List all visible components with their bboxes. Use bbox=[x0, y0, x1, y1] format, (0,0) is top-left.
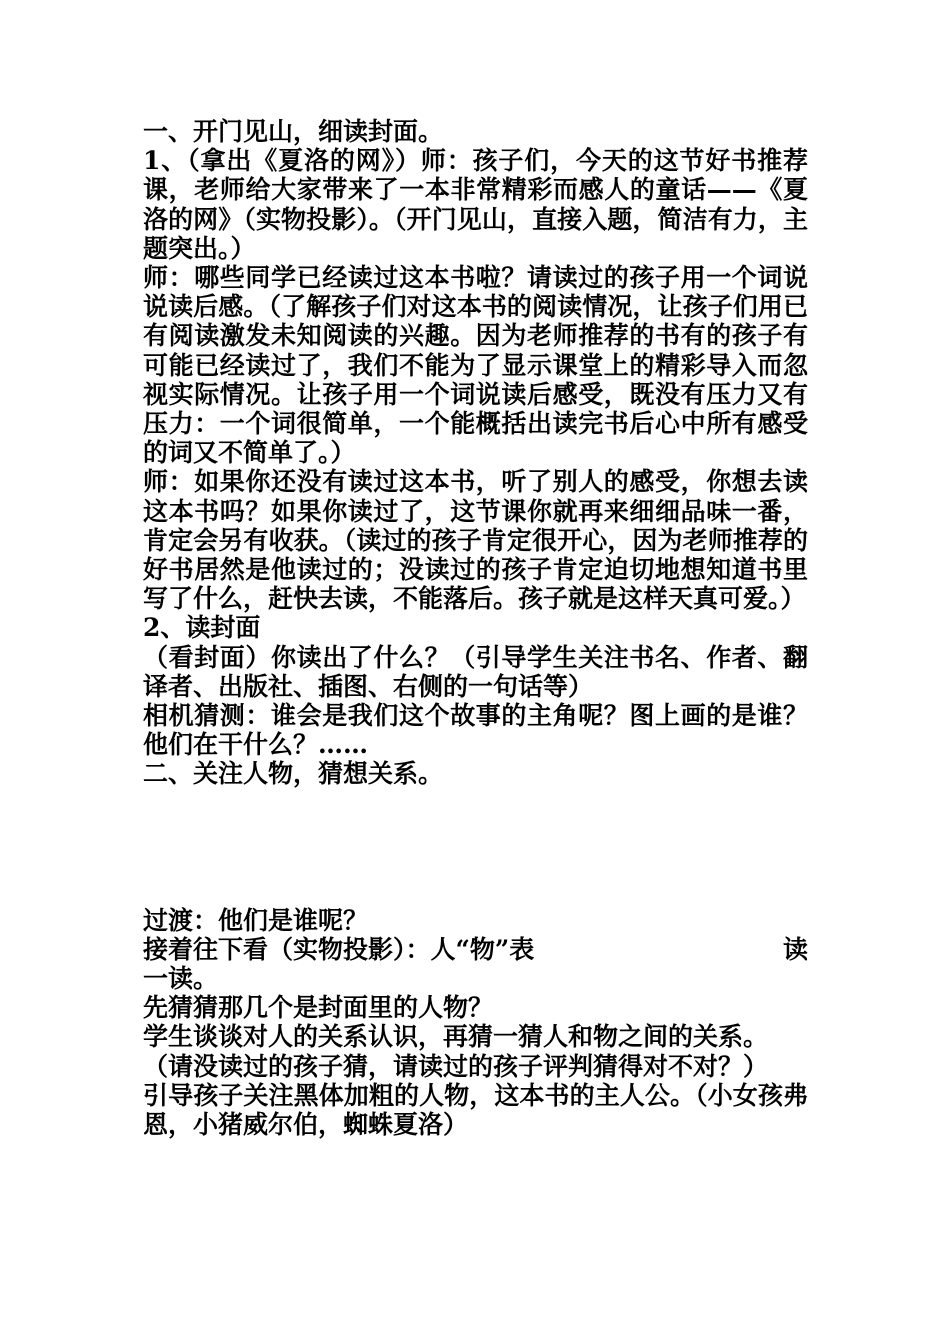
blank-space bbox=[143, 789, 808, 906]
paragraph: 引导孩子关注黑体加粗的人物，这本书的主人公。（小女孩弗恩，小猪威尔伯，蜘蛛夏洛） bbox=[143, 1080, 808, 1140]
paragraph: 先猜猜那几个是封面里的人物？ bbox=[143, 993, 494, 1023]
paragraph: （看封面）你读出了什么？（引导学生关注书名、作者、翻译者、出版社、插图、右侧的一句话等） bbox=[143, 642, 808, 701]
paragraph: 1、（拿出《夏洛的网》）师：孩子们，今天的这节好书推荐课，老师给大家带来了一本非常精彩而感人的童话——《夏洛的网》（实物投影）。（开门见山，直接入题，简洁有力，主题突出。） bbox=[143, 146, 808, 263]
next-look-continuation: 一读。 bbox=[143, 964, 219, 994]
paragraph: 学生谈谈对人的关系认识，再猜一猜人和物之间的关系。 bbox=[143, 1022, 769, 1052]
transition-line: 过渡：他们是谁呢？ bbox=[143, 905, 369, 935]
section-heading-1: 一、开门见山，细读封面。 bbox=[143, 117, 444, 146]
paragraph: 师：如果你还没有读过这本书，听了别人的感受，你想去读这本书吗？如果你读过了，这节课你就再来细细品味一番，肯定会另有收获。（读过的孩子肯定很开心，因为老师推荐的好书居然是他读过的；没读过的孩子肯定迫切地想知道书里写了什么，赶快去读，不能落后。孩子就是这样天真可爱。） bbox=[143, 467, 808, 614]
next-look-tail: 读 bbox=[782, 934, 808, 964]
section-heading-2: 二、关注人物，猜想关系。 bbox=[143, 759, 444, 789]
paragraph: 师：哪些同学已经读过这本书啦？请读过的孩子用一个词说说读后感。（了解孩子们对这本书的阅读情况，让孩子们用已有阅读激发未知阅读的兴趣。因为老师推荐的书有的孩子有可能已经读过了，我们不能为了显示课堂上的精彩导入而忽视实际情况。让孩子用一个词说读后感受，既没有压力又有压力：一个词很简单，一个能概括出读完书后心中所有感受的词又不简单了。） bbox=[143, 263, 808, 468]
paragraph: 相机猜测：谁会是我们这个故事的主角呢？图上画的是谁？他们在干什么？…… bbox=[143, 701, 808, 760]
subheading-read-cover: 2、读封面 bbox=[143, 613, 261, 643]
next-look-line bbox=[143, 935, 808, 964]
next-look-text: 接着往下看（实物投影）：人“物”表 bbox=[143, 934, 535, 964]
document-body bbox=[143, 117, 808, 1139]
paragraph: （请没读过的孩子猜，请读过的孩子评判猜得对不对？） bbox=[143, 1051, 769, 1081]
